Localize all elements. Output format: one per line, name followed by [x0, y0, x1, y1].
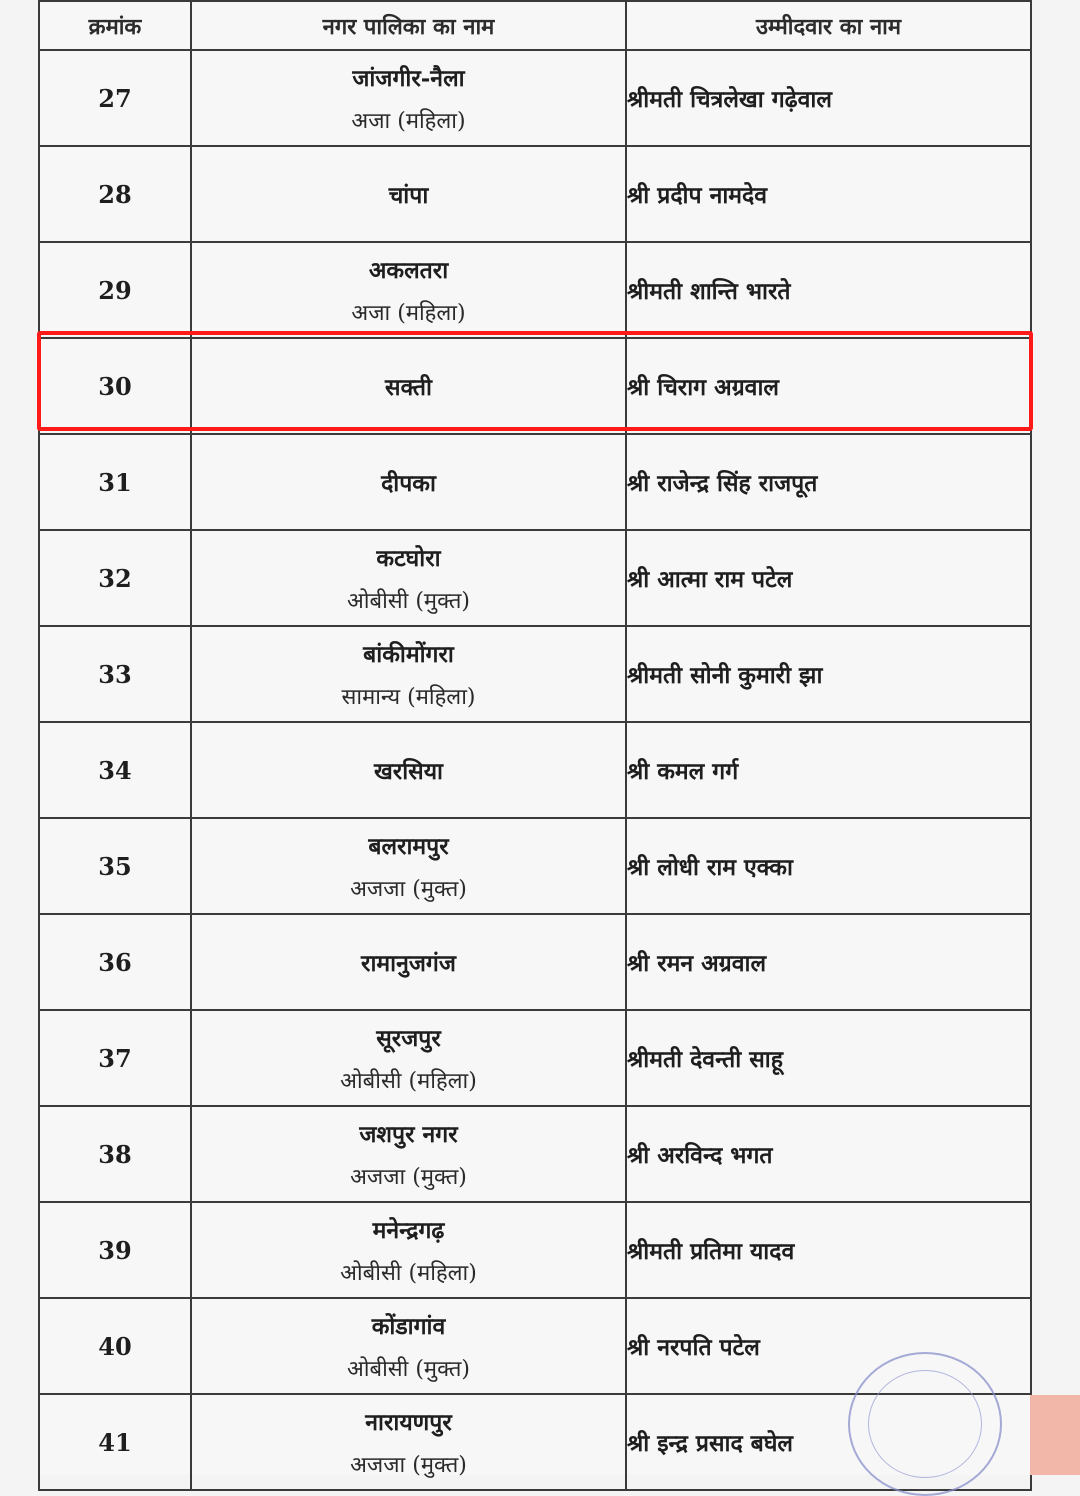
- serial-number: 39: [39, 1202, 191, 1298]
- municipality-cell: [191, 530, 626, 626]
- table-body: [39, 50, 1031, 1490]
- municipality-name: चांपा: [388, 182, 429, 209]
- serial-number: 27: [39, 50, 191, 146]
- municipality-name: खरसिया: [373, 758, 444, 785]
- municipality-cell: [191, 338, 626, 434]
- candidate-name: श्रीमती सोनी कुमारी झा: [626, 626, 1031, 722]
- serial-number: 30: [39, 338, 191, 434]
- municipality-cell: [191, 1010, 626, 1106]
- municipality-name: जांजगीर-नैला: [352, 65, 465, 92]
- serial-number: 31: [39, 434, 191, 530]
- municipality-cell: [191, 146, 626, 242]
- municipality-name: सक्ती: [385, 374, 432, 401]
- municipality-name: बलरामपुर: [368, 833, 449, 860]
- municipality-cell: [191, 1394, 626, 1490]
- municipality-name: अकलतरा: [368, 257, 449, 284]
- municipality-cell: [191, 1298, 626, 1394]
- table-row: [39, 434, 1031, 530]
- table-row: [39, 146, 1031, 242]
- serial-number: 35: [39, 818, 191, 914]
- table-row: [39, 1106, 1031, 1202]
- table-row: [39, 626, 1031, 722]
- reservation-category: अजा (महिला): [351, 301, 466, 326]
- candidate-name: श्री लोधी राम एक्का: [626, 818, 1031, 914]
- municipality-cell: [191, 50, 626, 146]
- municipality-cell: [191, 242, 626, 338]
- municipality-name: जशपुर नगर: [359, 1121, 458, 1148]
- serial-number: 40: [39, 1298, 191, 1394]
- serial-number: 29: [39, 242, 191, 338]
- official-seal-inner-ring: [868, 1370, 982, 1478]
- table-row: [39, 1202, 1031, 1298]
- table-row: [39, 818, 1031, 914]
- reservation-category: ओबीसी (मुक्त): [347, 589, 470, 614]
- table-row: [39, 722, 1031, 818]
- municipality-name: कटघोरा: [376, 545, 441, 572]
- candidate-name: श्री कमल गर्ग: [626, 722, 1031, 818]
- municipality-cell: [191, 722, 626, 818]
- table-row: [39, 50, 1031, 146]
- candidate-name: श्री नरपति पटेल: [626, 1298, 1031, 1394]
- candidate-name: श्री राजेन्द्र सिंह राजपूत: [626, 434, 1031, 530]
- serial-number: 28: [39, 146, 191, 242]
- candidate-name: श्री रमन अग्रवाल: [626, 914, 1031, 1010]
- header-municipality: नगर पालिका का नाम: [191, 1, 626, 50]
- reservation-category: ओबीसी (मुक्त): [347, 1357, 470, 1382]
- official-seal: [848, 1352, 1002, 1496]
- candidate-name: श्रीमती चित्रलेखा गढ़ेवाल: [626, 50, 1031, 146]
- candidate-name: श्री इन्द्र प्रसाद बघेल: [626, 1394, 1031, 1490]
- serial-number: 36: [39, 914, 191, 1010]
- table-row: [39, 338, 1031, 434]
- municipality-name: मनेन्द्रगढ़: [372, 1217, 445, 1244]
- municipality-cell: [191, 914, 626, 1010]
- table-row: [39, 242, 1031, 338]
- municipality-name: बांकीमोंगरा: [363, 641, 454, 668]
- reservation-category: ओबीसी (महिला): [340, 1261, 477, 1286]
- municipality-name: सूरजपुर: [376, 1025, 441, 1052]
- municipality-cell: [191, 1202, 626, 1298]
- reservation-category: अजजा (मुक्त): [350, 877, 467, 902]
- reservation-category: अजा (महिला): [351, 109, 466, 134]
- municipality-cell: [191, 818, 626, 914]
- serial-number: 38: [39, 1106, 191, 1202]
- municipality-cell: [191, 434, 626, 530]
- candidate-name: श्रीमती शान्ति भारते: [626, 242, 1031, 338]
- table-row: [39, 530, 1031, 626]
- candidate-name: श्रीमती देवन्ती साहू: [626, 1010, 1031, 1106]
- candidate-name: श्री प्रदीप नामदेव: [626, 146, 1031, 242]
- corner-tab: [1030, 1395, 1080, 1475]
- municipality-name: नारायणपुर: [365, 1409, 452, 1436]
- candidate-table: [38, 0, 1032, 1491]
- candidate-name: श्री अरविन्द भगत: [626, 1106, 1031, 1202]
- header-candidate: उम्मीदवार का नाम: [626, 1, 1031, 50]
- reservation-category: अजजा (मुक्त): [350, 1453, 467, 1478]
- table-row: [39, 914, 1031, 1010]
- reservation-category: सामान्य (महिला): [341, 685, 476, 710]
- serial-number: 32: [39, 530, 191, 626]
- municipality-name: रामानुजगंज: [361, 950, 456, 977]
- municipality-cell: [191, 1106, 626, 1202]
- candidate-name: श्री चिराग अग्रवाल: [626, 338, 1031, 434]
- header-serial: क्रमांक: [39, 1, 191, 50]
- candidate-name: श्रीमती प्रतिमा यादव: [626, 1202, 1031, 1298]
- serial-number: 34: [39, 722, 191, 818]
- table-header-row: [39, 1, 1031, 50]
- table-row: [39, 1010, 1031, 1106]
- candidate-name: श्री आत्मा राम पटेल: [626, 530, 1031, 626]
- reservation-category: अजजा (मुक्त): [350, 1165, 467, 1190]
- serial-number: 33: [39, 626, 191, 722]
- municipality-name: कोंडागांव: [371, 1313, 446, 1340]
- serial-number: 41: [39, 1394, 191, 1490]
- municipality-cell: [191, 626, 626, 722]
- reservation-category: ओबीसी (महिला): [340, 1069, 477, 1094]
- serial-number: 37: [39, 1010, 191, 1106]
- municipality-name: दीपका: [381, 470, 436, 497]
